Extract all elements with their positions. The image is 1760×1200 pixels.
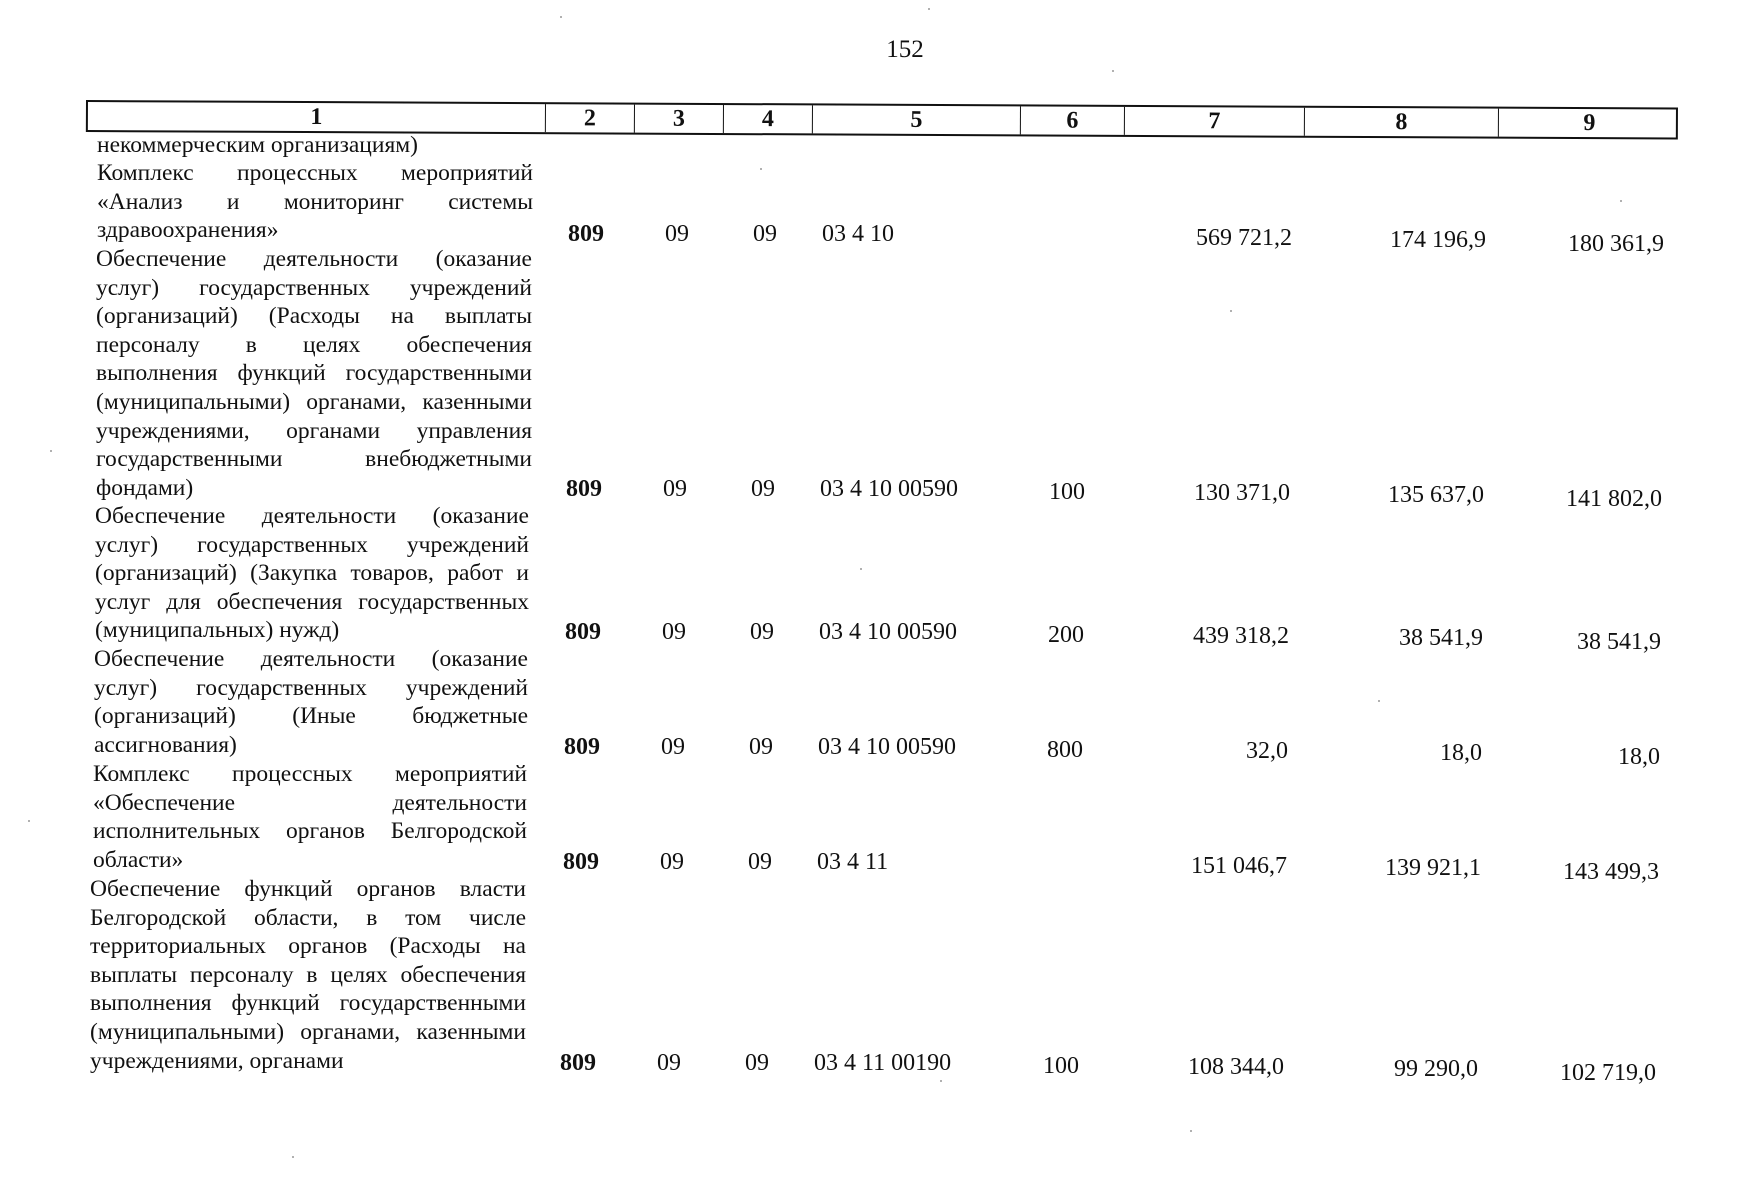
scan-speck bbox=[1378, 700, 1380, 702]
amount-col-7: 130 371,0 bbox=[1194, 480, 1290, 506]
amount-col-9: 38 541,9 bbox=[1577, 629, 1661, 655]
amount-col-8: 139 921,1 bbox=[1385, 855, 1481, 881]
section-code: 09 bbox=[665, 221, 689, 247]
amount-col-9: 143 499,3 bbox=[1563, 859, 1659, 885]
target-code: 03 4 11 00190 bbox=[814, 1050, 952, 1076]
table-row bbox=[0, 848, 1760, 885]
amount-col-7: 151 046,7 bbox=[1191, 853, 1287, 879]
amount-col-9: 102 719,0 bbox=[1560, 1060, 1656, 1086]
grbs-code: 809 bbox=[560, 1050, 596, 1076]
scan-speck bbox=[1620, 200, 1622, 202]
subsection-code: 09 bbox=[750, 619, 774, 645]
row-description: Обеспечение функций органов власти Белгородской области, в том числе территориальных органов (Расходы на выплаты персоналу в целях обеспечения выполнения функций государственными (муниципальными) органами, казенными учреждениями, органами bbox=[90, 876, 526, 1074]
section-code: 09 bbox=[660, 849, 684, 875]
header-col-6: 6 bbox=[1020, 106, 1124, 134]
scan-speck bbox=[760, 168, 762, 170]
target-code: 03 4 10 00590 bbox=[819, 619, 957, 645]
target-code: 03 4 10 bbox=[822, 221, 894, 247]
page-number: 152 bbox=[886, 36, 924, 63]
amount-col-8: 135 637,0 bbox=[1388, 482, 1484, 508]
amount-col-7: 32,0 bbox=[1246, 738, 1288, 764]
table-row bbox=[0, 475, 1760, 512]
header-col-3: 3 bbox=[634, 105, 723, 133]
scan-speck bbox=[560, 16, 562, 18]
row-description: некоммерческим организациям) bbox=[97, 132, 418, 158]
subsection-code: 09 bbox=[749, 734, 773, 760]
scan-speck bbox=[292, 1156, 294, 1158]
section-code: 09 bbox=[662, 619, 686, 645]
subsection-code: 09 bbox=[748, 849, 772, 875]
subsection-code: 09 bbox=[753, 221, 777, 247]
scan-speck bbox=[50, 450, 52, 452]
section-code: 09 bbox=[661, 734, 685, 760]
scan-speck bbox=[928, 8, 930, 10]
target-code: 03 4 10 00590 bbox=[818, 734, 956, 760]
table-row bbox=[0, 618, 1760, 655]
header-col-1: 1 bbox=[310, 104, 323, 131]
section-code: 09 bbox=[657, 1050, 681, 1076]
scan-speck bbox=[1190, 1130, 1192, 1132]
target-code: 03 4 10 00590 bbox=[820, 476, 958, 502]
amount-col-8: 174 196,9 bbox=[1390, 227, 1486, 253]
table-row bbox=[0, 733, 1760, 770]
grbs-code: 809 bbox=[564, 734, 600, 760]
scan-speck bbox=[860, 568, 862, 570]
row-description: Комплекс процессных мероприятий «Анализ и мониторинг системы здравоохранения» bbox=[97, 160, 533, 244]
amount-col-7: 439 318,2 bbox=[1193, 623, 1289, 649]
amount-col-8: 99 290,0 bbox=[1394, 1056, 1478, 1082]
subsection-code: 09 bbox=[745, 1050, 769, 1076]
amount-col-8: 38 541,9 bbox=[1399, 625, 1483, 651]
amount-col-7: 569 721,2 bbox=[1196, 225, 1292, 251]
section-code: 09 bbox=[663, 476, 687, 502]
grbs-code: 809 bbox=[568, 221, 604, 247]
scan-speck bbox=[1112, 70, 1114, 72]
scan-speck bbox=[940, 1080, 942, 1082]
header-col-8: 8 bbox=[1304, 108, 1498, 137]
expense-type-code: 100 bbox=[1049, 479, 1085, 505]
header-col-4: 4 bbox=[723, 105, 812, 133]
row-description: Комплекс процессных мероприятий «Обеспечение деятельности исполнительных органов Белгородской области» bbox=[93, 761, 527, 873]
expense-type-code: 100 bbox=[1043, 1053, 1079, 1079]
expense-type-code: 800 bbox=[1047, 737, 1083, 763]
header-col-5: 5 bbox=[812, 105, 1020, 134]
table-row bbox=[0, 1049, 1760, 1086]
amount-col-9: 18,0 bbox=[1618, 744, 1660, 770]
scan-speck bbox=[28, 820, 30, 822]
grbs-code: 809 bbox=[563, 849, 599, 875]
amount-col-8: 18,0 bbox=[1440, 740, 1482, 766]
grbs-code: 809 bbox=[565, 619, 601, 645]
header-col-9: 9 bbox=[1498, 109, 1680, 138]
row-description: Обеспечение деятельности (оказание услуг) государственных учреждений (организаций) (Расходы на выплаты персоналу в целях обеспечения выполнения функций государственными (муниципальными) органами, казенными учреждениями, органами управления государственными внебюджетными фондами) bbox=[96, 246, 532, 501]
header-col-2: 2 bbox=[545, 104, 634, 132]
target-code: 03 4 11 bbox=[817, 849, 889, 875]
scan-speck bbox=[1230, 310, 1232, 312]
amount-col-9: 141 802,0 bbox=[1566, 486, 1662, 512]
amount-col-9: 180 361,9 bbox=[1568, 231, 1664, 257]
expense-type-code: 200 bbox=[1048, 622, 1084, 648]
amount-col-7: 108 344,0 bbox=[1188, 1054, 1284, 1080]
grbs-code: 809 bbox=[566, 476, 602, 502]
header-col-7: 7 bbox=[1124, 107, 1304, 136]
row-description: Обеспечение деятельности (оказание услуг) государственных учреждений (организаций) (Иные бюджетные ассигнования) bbox=[94, 646, 528, 758]
subsection-code: 09 bbox=[751, 476, 775, 502]
row-description: Обеспечение деятельности (оказание услуг) государственных учреждений (организаций) (Закупка товаров, работ и услуг для обеспечения государственных (муниципальных) нужд) bbox=[95, 503, 529, 644]
